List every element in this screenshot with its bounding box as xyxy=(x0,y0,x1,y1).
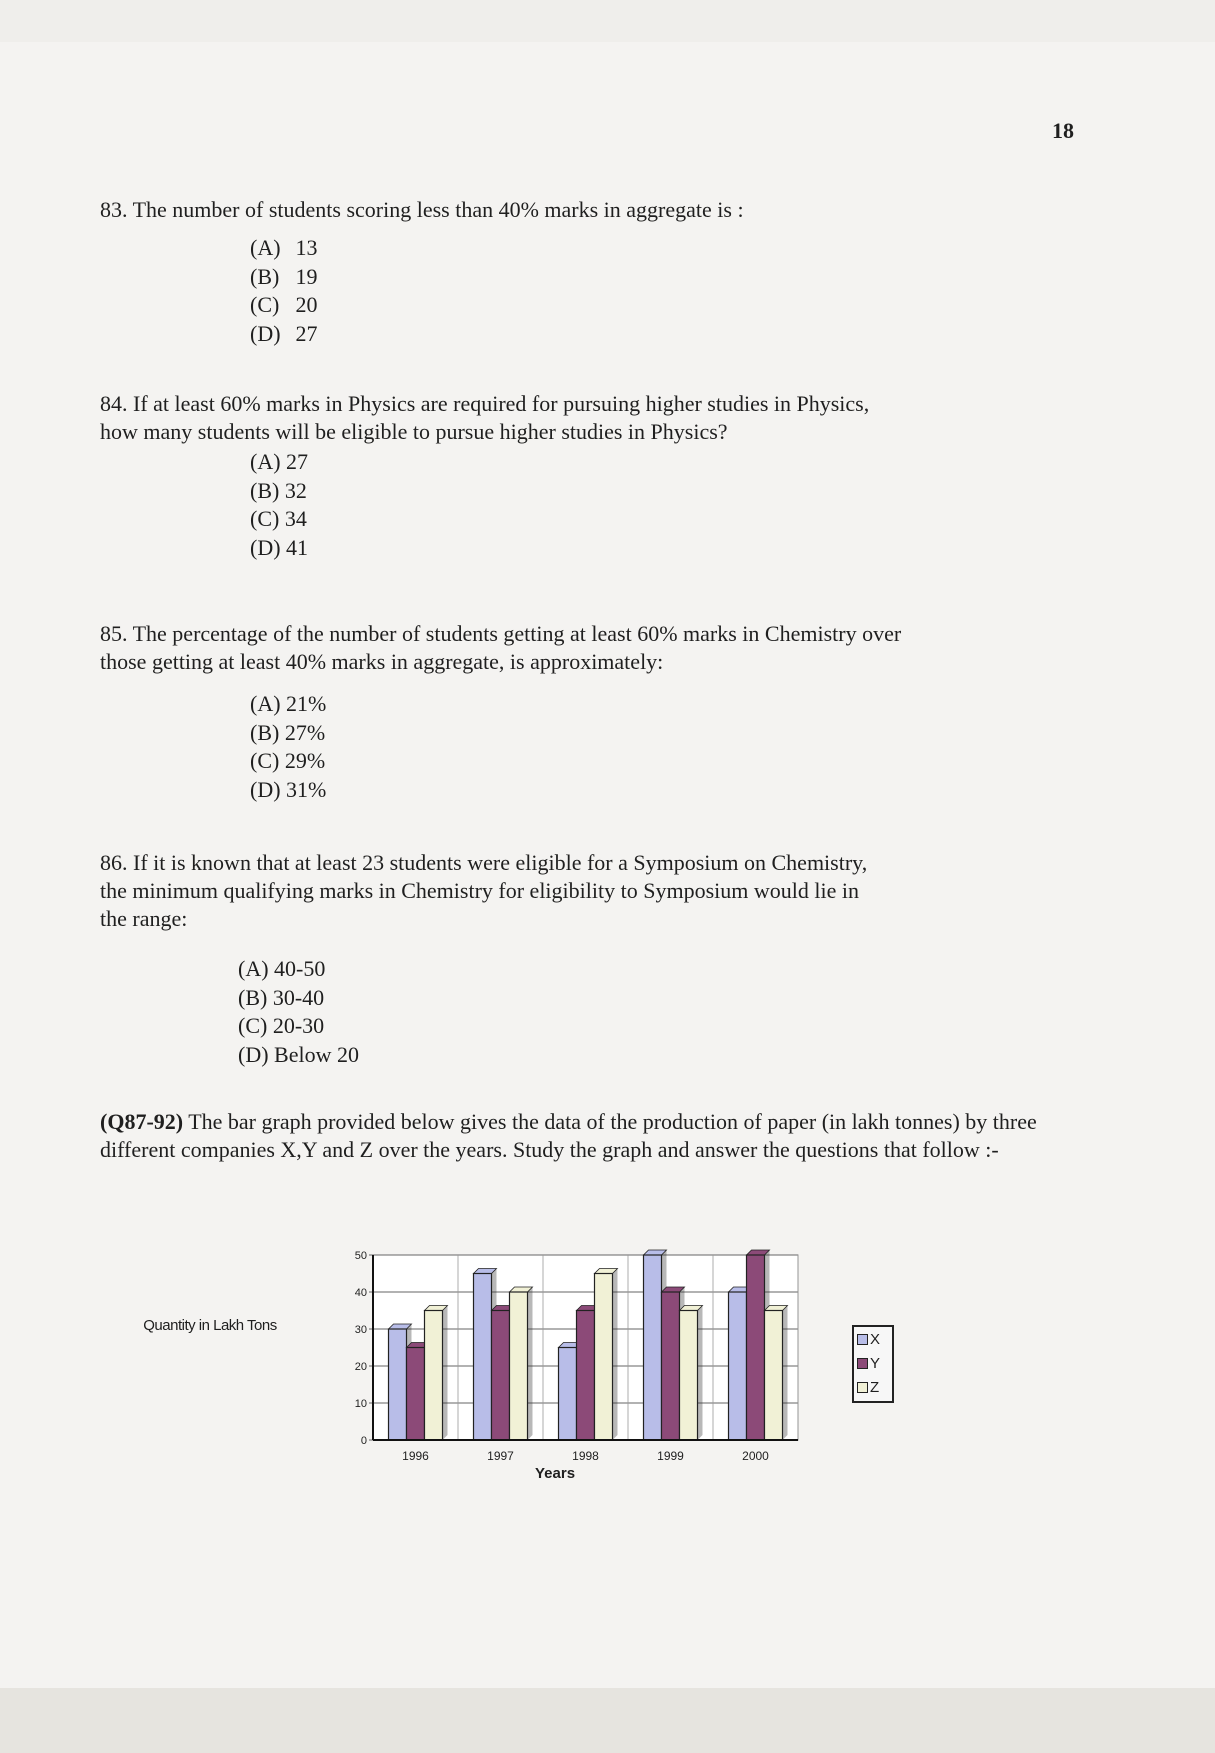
option-a[interactable]: (A) 40-50 xyxy=(238,956,326,981)
legend-item-z: Z xyxy=(854,1375,892,1399)
question-text: 85. The percentage of the number of students getting at least 60% marks in Chemistry over those getting at least 40% marks in aggregate, is approximately: xyxy=(100,621,902,674)
bar-side xyxy=(613,1269,618,1441)
bar-y-1996 xyxy=(407,1348,425,1441)
y-tick-label: 40 xyxy=(354,1287,367,1299)
bar-y-1998 xyxy=(577,1311,595,1441)
bar-z-1998 xyxy=(595,1274,613,1441)
options-list xyxy=(250,448,900,562)
options-list xyxy=(250,234,1080,348)
y-axis-title: Quantity in Lakh Tons xyxy=(143,1317,277,1334)
scan-top-band xyxy=(0,0,1215,42)
question-86 xyxy=(100,849,870,1069)
chart-plot xyxy=(328,1240,808,1470)
option-a[interactable]: (A) 21% xyxy=(250,691,327,716)
option-b[interactable]: (B) 32 xyxy=(250,477,307,503)
x-tick-label: 1998 xyxy=(572,1449,599,1463)
option-b[interactable]: (B) 19 xyxy=(250,263,318,289)
question-text: 83. The number of students scoring less than 40% marks in aggregate is : xyxy=(100,197,744,222)
option-d[interactable]: (D) 31% xyxy=(250,776,327,802)
bar-chart xyxy=(140,1220,940,1500)
option-d[interactable]: (D) Below 20 xyxy=(238,1041,359,1067)
options-list xyxy=(238,955,870,1069)
bar-y-2000 xyxy=(747,1255,765,1440)
x-axis-title: Years xyxy=(535,1465,576,1482)
option-a[interactable]: (A) 27 xyxy=(250,449,309,474)
option-c[interactable]: (C) 20 xyxy=(250,292,318,317)
bar-z-1999 xyxy=(680,1311,698,1441)
section-description: The bar graph provided below gives the data of the production of paper (in lakh tonnes) by three different companies X,Y and Z over the years. Study the graph and answer the questions that follow :- xyxy=(100,1109,1037,1162)
x-tick-label: 2000 xyxy=(742,1449,769,1463)
y-tick-label: 10 xyxy=(354,1398,367,1410)
option-c[interactable]: (C) 34 xyxy=(250,506,307,531)
page-number: 18 xyxy=(1052,118,1074,143)
legend-item-y: Y xyxy=(854,1351,892,1375)
option-b[interactable]: (B) 27% xyxy=(250,719,326,745)
option-c[interactable]: (C) 20-30 xyxy=(238,1013,325,1038)
question-83 xyxy=(100,196,1080,348)
bar-y-1999 xyxy=(662,1292,680,1440)
y-tick-label: 50 xyxy=(354,1250,367,1262)
y-tick-label: 20 xyxy=(354,1361,367,1373)
x-tick-label: 1996 xyxy=(402,1449,429,1463)
option-c[interactable]: (C) 29% xyxy=(250,748,326,773)
legend-swatch xyxy=(857,1382,868,1393)
x-tick-label: 1999 xyxy=(657,1449,684,1463)
bar-x-1996 xyxy=(389,1329,407,1440)
bar-z-2000 xyxy=(765,1311,783,1441)
option-d[interactable]: (D) 27 xyxy=(250,320,318,346)
question-text: 86. If it is known that at least 23 students were eligible for a Symposium on Chemistry, the minimum qualifying marks in Chemistry for eligibility to Symposium would lie in the range: xyxy=(100,850,868,931)
option-a[interactable]: (A) 13 xyxy=(250,235,318,260)
bar-x-1999 xyxy=(644,1255,662,1440)
question-text: 84. If at least 60% marks in Physics are required for pursuing higher studies in Physics, how many students will be eligible to pursue higher studies in Physics? xyxy=(100,391,870,444)
option-d[interactable]: (D) 41 xyxy=(250,534,309,560)
options-list xyxy=(250,690,920,804)
bar-x-1997 xyxy=(474,1274,492,1441)
x-tick-label: 1997 xyxy=(487,1449,514,1463)
legend-swatch xyxy=(857,1334,868,1345)
bar-x-1998 xyxy=(559,1348,577,1441)
section-range: (Q87-92) xyxy=(100,1109,184,1134)
question-84 xyxy=(100,390,900,562)
bar-side xyxy=(443,1306,448,1441)
legend-item-x: X xyxy=(854,1327,892,1351)
bar-side xyxy=(783,1306,788,1441)
bar-side xyxy=(528,1287,533,1440)
section-intro xyxy=(100,1108,1090,1164)
y-tick-label: 0 xyxy=(360,1435,367,1447)
y-tick-label: 30 xyxy=(354,1324,367,1336)
option-b[interactable]: (B) 30-40 xyxy=(238,984,325,1010)
bar-side xyxy=(698,1306,703,1441)
question-85 xyxy=(100,620,920,804)
legend-swatch xyxy=(857,1358,868,1369)
bar-z-1996 xyxy=(425,1311,443,1441)
scan-bottom-band xyxy=(0,1688,1215,1753)
chart-legend xyxy=(852,1325,894,1403)
bar-z-1997 xyxy=(510,1292,528,1440)
bar-y-1997 xyxy=(492,1311,510,1441)
bar-x-2000 xyxy=(729,1292,747,1440)
